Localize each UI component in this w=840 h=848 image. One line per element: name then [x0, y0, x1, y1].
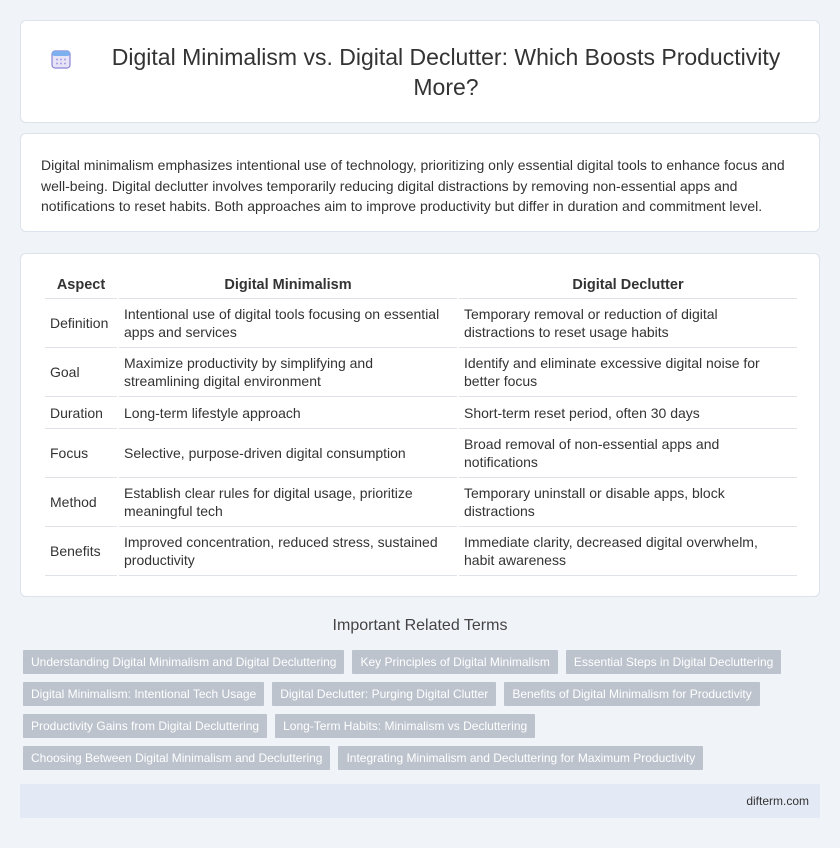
header-digital-minimalism: Digital Minimalism — [119, 272, 457, 299]
related-terms-title: Important Related Terms — [332, 617, 508, 634]
related-term-link[interactable]: Integrating Minimalism and Decluttering for Maximum Productivity — [338, 746, 703, 770]
aspect-cell: Goal — [45, 348, 117, 397]
aspect-cell: Benefits — [45, 527, 117, 576]
comparison-table-card — [20, 253, 820, 597]
minimalism-cell: Long-term lifestyle approach — [119, 397, 457, 429]
aspect-cell: Definition — [45, 299, 117, 348]
declutter-cell: Broad removal of non-essential apps and notifications — [459, 429, 797, 478]
related-term-link[interactable]: Digital Minimalism: Intentional Tech Usage — [23, 682, 264, 706]
declutter-cell: Immediate clarity, decreased digital overwhelm, habit awareness — [459, 527, 797, 576]
related-term-link[interactable]: Choosing Between Digital Minimalism and Decluttering — [23, 746, 330, 770]
footer — [20, 784, 820, 818]
related-term-link[interactable]: Understanding Digital Minimalism and Digital Decluttering — [23, 650, 344, 674]
header-digital-declutter: Digital Declutter — [459, 272, 797, 299]
table-row — [45, 527, 797, 576]
related-term-link[interactable]: Essential Steps in Digital Decluttering — [566, 650, 781, 674]
comparison-table — [43, 272, 799, 576]
minimalism-cell: Establish clear rules for digital usage, prioritize meaningful tech — [119, 478, 457, 527]
declutter-cell: Temporary removal or reduction of digital distractions to reset usage habits — [459, 299, 797, 348]
table-row — [45, 478, 797, 527]
minimalism-cell: Improved concentration, reduced stress, sustained productivity — [119, 527, 457, 576]
intro-card — [20, 133, 820, 232]
header-aspect: Aspect — [45, 272, 117, 299]
declutter-cell: Short-term reset period, often 30 days — [459, 397, 797, 429]
minimalism-cell: Selective, purpose-driven digital consumption — [119, 429, 457, 478]
related-term-link[interactable]: Benefits of Digital Minimalism for Productivity — [504, 682, 759, 706]
table-row — [45, 299, 797, 348]
related-terms-section — [20, 616, 820, 770]
minimalism-cell: Intentional use of digital tools focusing on essential apps and services — [119, 299, 457, 348]
related-term-link[interactable]: Key Principles of Digital Minimalism — [352, 650, 557, 674]
declutter-cell: Temporary uninstall or disable apps, block distractions — [459, 478, 797, 527]
aspect-cell: Method — [45, 478, 117, 527]
related-terms-tags — [20, 650, 820, 770]
title-card — [20, 20, 820, 123]
footer-site-link[interactable]: difterm.com — [746, 794, 809, 808]
related-term-link[interactable]: Digital Declutter: Purging Digital Clutter — [272, 682, 496, 706]
aspect-cell: Duration — [45, 397, 117, 429]
page-title: Digital Minimalism vs. Digital Declutter: Which Boosts Productivity More? — [111, 43, 781, 100]
minimalism-cell: Maximize productivity by simplifying and streamlining digital environment — [119, 348, 457, 397]
aspect-cell: Focus — [45, 429, 117, 478]
related-term-link[interactable]: Long-Term Habits: Minimalism vs Decluttering — [275, 714, 535, 738]
table-row — [45, 397, 797, 429]
table-row — [45, 429, 797, 478]
declutter-cell: Identify and eliminate excessive digital noise for better focus — [459, 348, 797, 397]
table-row — [45, 348, 797, 397]
intro-paragraph: Digital minimalism emphasizes intentional use of technology, prioritizing only essential digital tools to enhance focus and well-being. Digital declutter involves temporarily reducing digital distractions by removing non-essential apps and notifications to reset habits. Both approaches aim to improve productivity but differ in duration and commitment level. — [41, 157, 785, 214]
related-term-link[interactable]: Productivity Gains from Digital Decluttering — [23, 714, 267, 738]
